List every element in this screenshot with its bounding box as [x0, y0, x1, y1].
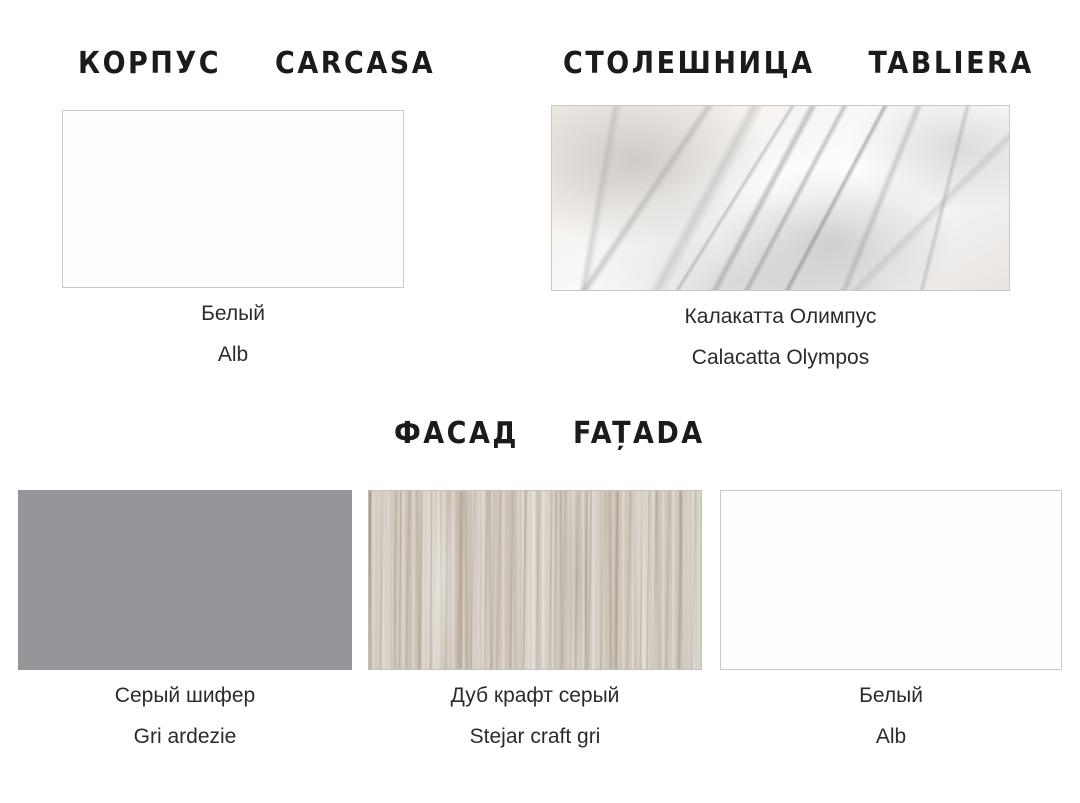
section-heading-carcasa-ro: CARCASA: [275, 46, 436, 81]
swatch-label-carcasa-white-ru: Белый: [201, 302, 265, 325]
swatch-tabliera-calacatta-olympos: [551, 105, 1010, 291]
swatch-label-fatada-white-ro: Alb: [875, 725, 907, 748]
swatch-group-fatada-oak-craft-grey: [368, 490, 702, 747]
section-heading-fatada: [394, 416, 705, 451]
swatch-group-fatada-grey-slate: [18, 490, 352, 747]
section-heading-tabliera-ru: СТОЛЕШНИЦА: [563, 46, 815, 81]
section-heading-tabliera-ro: TABLIERA: [868, 46, 1034, 81]
swatch-group-carcasa-white: [62, 110, 404, 365]
swatch-group-fatada-white: [720, 490, 1062, 747]
swatch-label-fatada-grey-ro: Gri ardezie: [133, 725, 237, 748]
swatch-fatada-grey-slate: [18, 490, 352, 670]
section-heading-fatada-ru: ФАСАД: [394, 416, 519, 451]
swatch-label-fatada-oak-ru: Дуб крафт серый: [450, 684, 620, 707]
swatch-fatada-white: [720, 490, 1062, 670]
swatch-label-fatada-grey-ru: Серый шифер: [114, 684, 256, 707]
swatch-label-tabliera-ru: Калакатта Олимпус: [684, 305, 877, 328]
swatch-label-fatada-white-ru: Белый: [859, 684, 923, 707]
swatch-carcasa-white: [62, 110, 404, 288]
swatch-group-tabliera-marble: [551, 105, 1010, 368]
swatch-fatada-oak-craft-grey: [368, 490, 702, 670]
section-heading-tabliera: [563, 46, 1034, 81]
section-heading-fatada-ro: FAȚADA: [572, 416, 705, 451]
swatch-label-carcasa-white-ro: Alb: [217, 343, 249, 366]
swatch-label-fatada-oak-ro: Stejar craft gri: [469, 725, 601, 748]
section-heading-carcasa-ru: КОРПУС: [78, 46, 222, 81]
section-heading-carcasa: [78, 46, 436, 81]
swatch-label-tabliera-ro: Calacatta Olympos: [691, 346, 870, 369]
